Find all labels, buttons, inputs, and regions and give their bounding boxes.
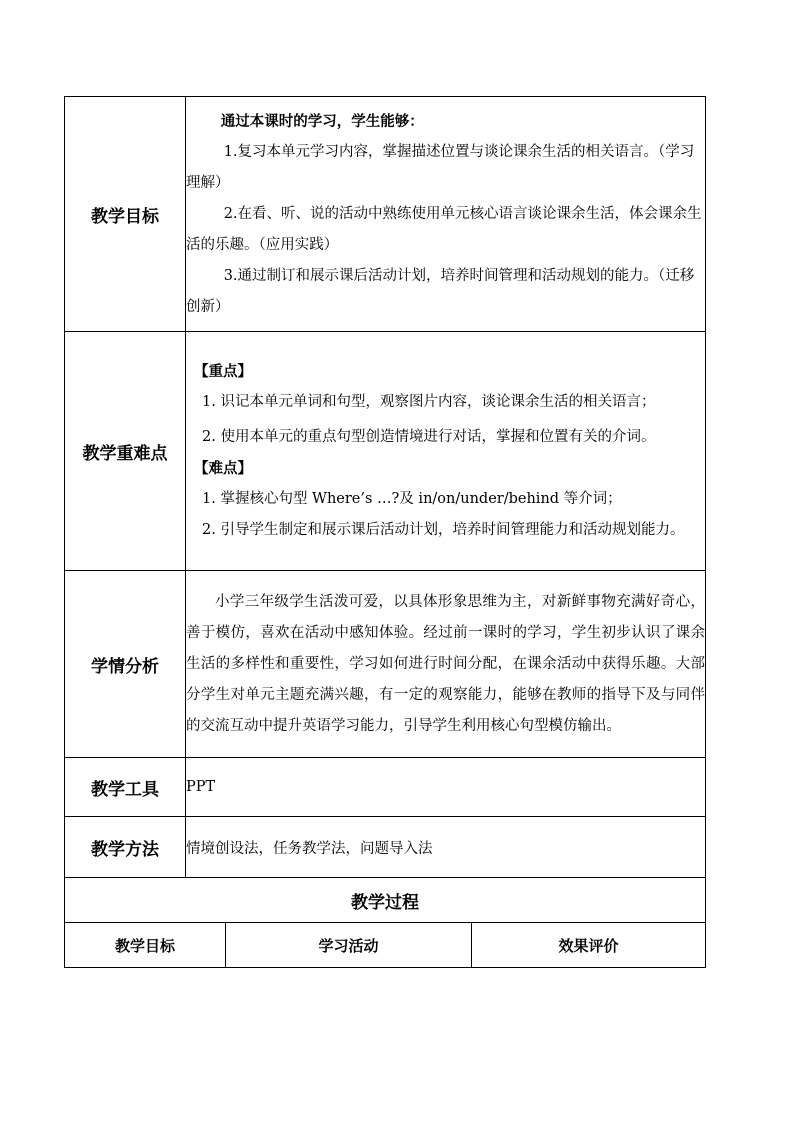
difficult-item-1: 1. 掌握核心句型 Where’s …?及 in/on/under/behind 等介词； — [202, 491, 622, 507]
tools-value: PPT — [186, 758, 706, 817]
process-columns-table — [65, 923, 705, 967]
objective-item-2: 2.在看、听、说的活动中熟练使用单元核心语言谈论课余生活，体会课余生活的乐趣。（应用实践） — [186, 205, 702, 253]
process-column-evaluation: 效果评价 — [558, 936, 619, 955]
difficult-item-2: 2. 引导学生制定和展示课后活动计划，培养时间管理能力和活动规划能力。 — [202, 522, 685, 538]
key-points-label: 教学重难点 — [65, 332, 186, 571]
tools-label: 教学工具 — [65, 758, 186, 817]
key-heading: 【重点】 — [194, 363, 252, 380]
process-columns-row — [65, 923, 706, 968]
methods-row — [65, 817, 706, 878]
process-title-row — [65, 878, 706, 923]
objectives-content — [186, 97, 706, 332]
objective-item-1: 1.复习本单元学习内容，掌握描述位置与谈论课余生活的相关语言。（学习理解） — [186, 143, 695, 191]
key-item-1: 1. 识记本单元单词和句型，观察图片内容，谈论课余生活的相关语言； — [202, 394, 656, 410]
analysis-row — [65, 571, 706, 758]
key-item-2: 2. 使用本单元的重点句型创造情境进行对话，掌握和位置有关的介词。 — [202, 429, 656, 445]
key-points-content — [186, 332, 706, 571]
analysis-content — [186, 571, 706, 758]
lesson-plan-table — [64, 96, 706, 968]
process-column-activities: 学习活动 — [226, 923, 472, 967]
process-column-objectives: 教学目标 — [65, 923, 226, 967]
analysis-label: 学情分析 — [65, 571, 186, 758]
objectives-intro: 通过本课时的学习，学生能够： — [220, 112, 424, 130]
process-columns-cell — [65, 923, 706, 968]
difficult-heading: 【难点】 — [194, 460, 252, 477]
process-title: 教学过程 — [65, 878, 706, 923]
tools-row — [65, 758, 706, 817]
methods-value: 情境创设法，任务教学法，问题导入法 — [186, 817, 706, 878]
methods-label: 教学方法 — [65, 817, 186, 878]
key-points-row — [65, 332, 706, 571]
objectives-row — [65, 97, 706, 332]
objectives-label: 教学目标 — [65, 97, 186, 332]
analysis-text: 小学三年级学生活泼可爱，以具体形象思维为主，对新鲜事物充满好奇心，善于模仿，喜欢在活动中感知体验。经过前一课时的学习，学生初步认识了课余生活的多样性和重要性，学习如何进行时间分配，在课余活动中获得乐趣。大部分学生对单元主题充满兴趣，有一定的观察能力，能够在教师的指导下及与同伴的交流互动中提升英语学习能力，引导学生利用核心句型模仿输出。 — [186, 593, 705, 734]
objective-item-3: 3.通过制订和展示课后活动计划，培养时间管理和活动规划的能力。（迁移创新） — [186, 267, 695, 315]
